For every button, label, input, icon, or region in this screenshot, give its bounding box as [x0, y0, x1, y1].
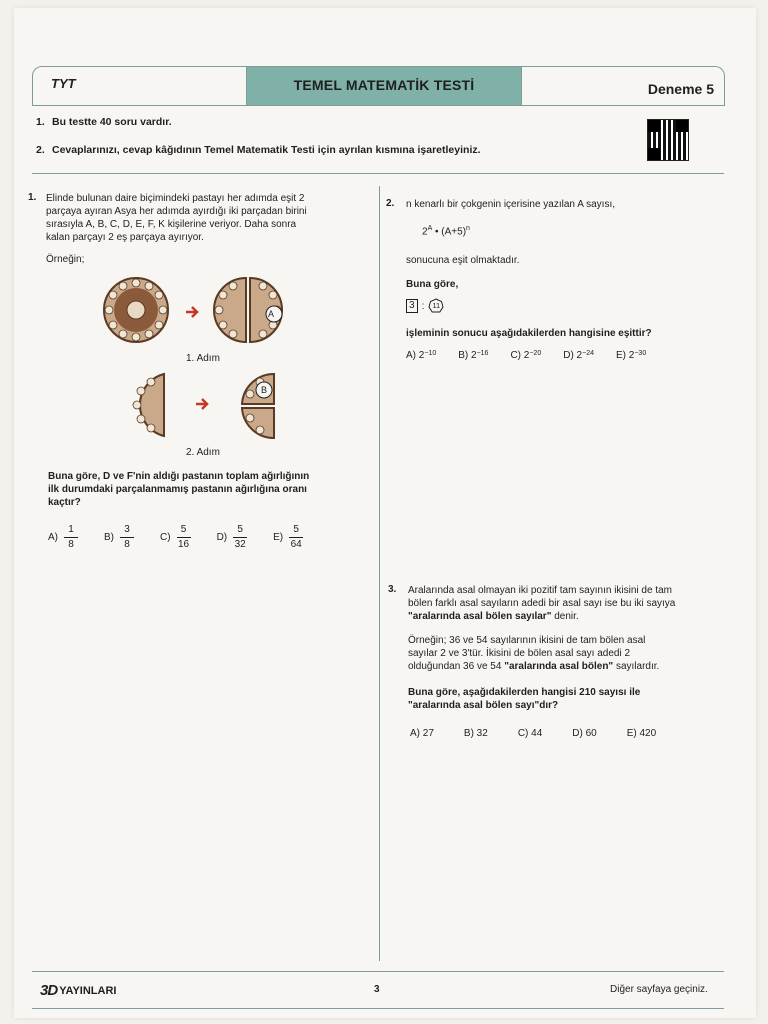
full-cake-icon	[104, 278, 168, 342]
term-bold: "aralarında asal bölen sayılar"	[408, 611, 552, 622]
text-pre: olduğundan 36 ve 54	[408, 661, 505, 672]
q3-option-e[interactable]: E) 420	[626, 728, 657, 739]
q1-question-line: ilk durumdaki parçalanmamış pastanın ağırlığına oranı	[48, 484, 307, 495]
q2-option-e[interactable]	[616, 350, 646, 361]
q1-step2-figure	[124, 370, 284, 440]
option-exponent: −20	[529, 350, 542, 357]
q2-line2: sonucuna eşit olmaktadır.	[406, 255, 520, 266]
instruction-text: Cevaplarınızı, cevap kâğıdının Temel Matematik Testi için ayrılan kısmına işaretleyiniz.	[52, 144, 481, 156]
q3-line: sayılar 2 ve 3'tür. İkisini de bölen asal sayı adedi 2	[408, 648, 631, 659]
instruction-2	[36, 144, 481, 156]
q2-option-a[interactable]	[406, 350, 436, 361]
q1-example-label: Örneğin;	[46, 254, 85, 265]
instruction-1	[36, 116, 172, 128]
denominator: 8	[124, 539, 130, 550]
q3-number: 3.	[388, 584, 397, 595]
expr-exponent-n: n	[466, 225, 470, 232]
publisher-logo	[40, 982, 116, 999]
q3-line	[408, 660, 659, 673]
q1-stem	[46, 192, 307, 244]
arrow-icon	[186, 307, 197, 317]
q3-line: Örneğin; 36 ve 54 sayılarının ikisini de tam bölen asal	[408, 635, 646, 646]
q1-option-e[interactable]	[273, 524, 303, 551]
q3-options	[410, 728, 656, 739]
q1-option-c[interactable]	[160, 524, 191, 551]
option-label: A) 2	[406, 350, 425, 361]
exam-type-box	[32, 66, 247, 106]
q2-option-d[interactable]	[563, 350, 594, 361]
q2-option-b[interactable]	[458, 350, 488, 361]
test-title: TEMEL MATEMATİK TESTİ	[293, 77, 475, 93]
q1-number: 1.	[28, 192, 37, 203]
q1-options	[48, 524, 303, 551]
option-exponent: −24	[582, 350, 594, 357]
denominator: 32	[234, 539, 246, 550]
square-shape-value: 3	[406, 299, 418, 313]
q1-question-line: Buna göre, D ve F'nin aldığı pastanın toplam ağırlığının	[48, 471, 310, 482]
q2-operation	[406, 298, 444, 314]
step2-label: 2. Adım	[186, 447, 220, 458]
option-exponent: −30	[634, 350, 647, 357]
q1-option-b[interactable]	[104, 524, 134, 551]
q3-option-b[interactable]: B) 32	[463, 728, 488, 739]
section-rule	[32, 173, 724, 174]
q3-paragraph2	[408, 634, 659, 673]
marker-a: A	[268, 309, 275, 319]
option-label: D)	[216, 532, 228, 543]
q1-question	[48, 470, 309, 509]
option-exponent: −10	[424, 350, 437, 357]
logo-mark: 3D	[40, 982, 58, 999]
q2-line1: n kenarlı bir çokgenin içerisine yazılan A sayısı,	[406, 199, 615, 210]
denominator: 64	[290, 539, 302, 550]
q3-line: bölen farklı asal sayıların adedi bir asal sayı ise bu iki sayıya	[408, 598, 676, 609]
q3-option-a[interactable]: A) 27	[410, 728, 434, 739]
q3-line	[408, 610, 675, 623]
numerator: 1	[68, 524, 74, 535]
option-label: A)	[48, 532, 58, 543]
fraction	[233, 524, 247, 551]
q1-line: sırasıyla A, B, C, D, E, F, K kişilerine veriyor. Daha sonra	[46, 219, 297, 230]
q2-line3: Buna göre,	[406, 279, 459, 290]
q2-options	[406, 350, 646, 361]
instruction-number: 2.	[36, 144, 45, 156]
q1-question-line: kaçtır?	[48, 497, 81, 508]
quartered-cake-icon	[242, 374, 274, 438]
q3-question-line: Buna göre, aşağıdakilerden hangisi 210 sayısı ile	[408, 687, 641, 698]
fraction	[64, 524, 78, 551]
half-cake-icon	[133, 374, 164, 436]
q3-option-d[interactable]: D) 60	[572, 728, 597, 739]
instruction-text: Bu testte 40 soru vardır.	[52, 116, 172, 128]
footer-rule-top	[32, 971, 724, 972]
q2-question: işleminin sonucu aşağıdakilerden hangisine eşittir?	[406, 328, 652, 339]
term-rest: denir.	[551, 611, 579, 622]
q1-line: Elinde bulunan daire biçimindeki pastayı her adımda eşit 2	[46, 193, 305, 204]
page-number: 3	[374, 984, 380, 995]
qr-code[interactable]	[648, 120, 688, 160]
option-label: B)	[104, 532, 114, 543]
text-post: sayılardır.	[613, 661, 660, 672]
option-label: C) 2	[510, 350, 530, 361]
q3-option-c[interactable]: C) 44	[517, 728, 543, 739]
option-label: C)	[160, 532, 171, 543]
expr-exponent: A	[427, 225, 433, 232]
numerator: 5	[180, 524, 187, 535]
colon-sign: :	[421, 300, 425, 312]
q3-line: Aralarında asal olmayan iki pozitif tam sayının ikisini de tam	[408, 585, 673, 596]
next-page-note: Diğer sayfaya geçiniz.	[610, 984, 708, 995]
expr-middle: • (A+5)	[432, 226, 467, 238]
exam-page	[14, 8, 756, 1018]
q3-question-line: "aralarında asal bölen sayı"dır?	[408, 700, 559, 711]
option-label: D) 2	[563, 350, 583, 361]
step1-label: 1. Adım	[186, 353, 220, 364]
term-bold: "aralarında asal bölen"	[504, 661, 614, 672]
denominator: 16	[178, 539, 190, 550]
q1-option-d[interactable]	[217, 524, 248, 551]
numerator: 5	[237, 524, 243, 535]
numerator: 3	[124, 524, 130, 535]
fraction	[289, 524, 303, 551]
q2-option-c[interactable]	[510, 350, 541, 361]
q2-expression	[422, 222, 470, 238]
arrow-icon	[196, 399, 207, 409]
exam-type-label: TYT	[51, 76, 76, 91]
q3-paragraph1	[408, 584, 675, 623]
fraction	[120, 524, 134, 551]
publisher-name: YAYINLARI	[59, 984, 117, 997]
q1-option-a[interactable]	[48, 524, 78, 551]
edition-label: Deneme 5	[647, 81, 714, 97]
option-label: E) 2	[616, 350, 635, 361]
heptagon-value: 11	[432, 301, 441, 310]
option-exponent: −16	[476, 350, 489, 357]
q1-line: parçaya ayıran Asya her adımda ayırdığı iki parçadan birini	[46, 206, 307, 217]
q1-line: kalan parçayı 2 eş parçaya ayırıyor.	[46, 232, 204, 243]
numerator: 5	[293, 524, 299, 535]
test-title-box	[246, 66, 522, 106]
instruction-number: 1.	[36, 116, 45, 128]
denominator: 8	[68, 539, 74, 550]
fraction	[177, 524, 191, 551]
footer-rule-bottom	[32, 1008, 724, 1009]
marker-b: B	[261, 385, 268, 395]
q1-step1-figure	[96, 270, 286, 352]
q3-question	[408, 686, 640, 712]
option-label: B) 2	[458, 350, 477, 361]
q2-number: 2.	[386, 198, 395, 209]
edition-box	[520, 66, 725, 106]
expr-base: 2	[422, 226, 428, 238]
heptagon-shape	[428, 298, 444, 314]
option-label: E)	[273, 532, 284, 543]
column-divider	[379, 186, 380, 961]
header-rule	[32, 105, 724, 106]
